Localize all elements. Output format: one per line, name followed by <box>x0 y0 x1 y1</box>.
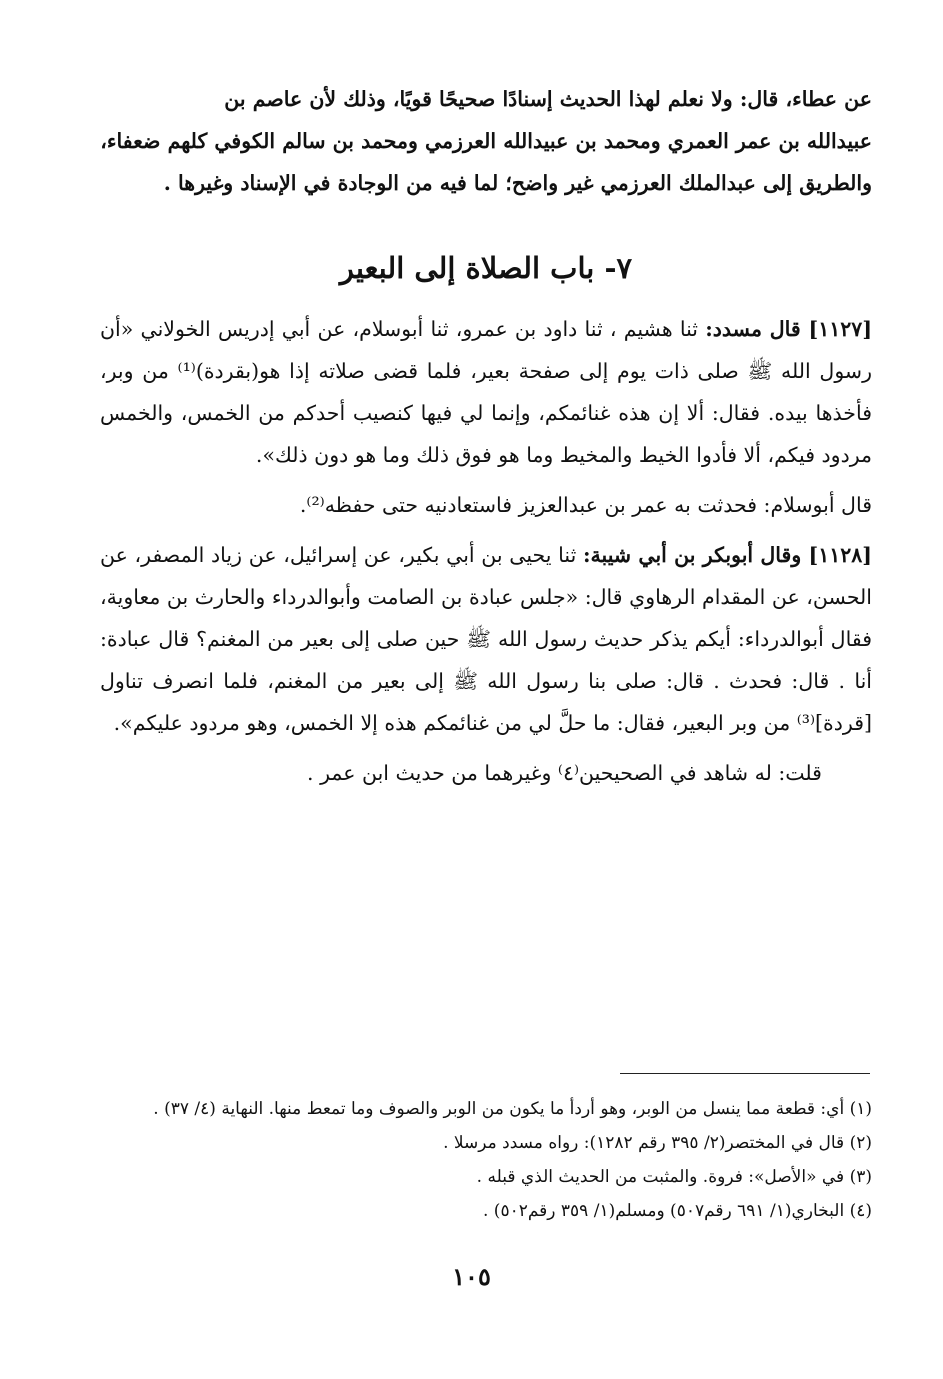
footnote-2: (٢) قال في المختصر(٢/ ٣٩٥ رقم ١٢٨٢): رواه مسدد مرسلا . <box>443 1133 872 1153</box>
page-body <box>100 78 872 794</box>
intro-line-3: والطريق إلى عبدالملك العرزمي غير واضح؛ لما فيه من الوجادة في الإسناد وغيرها . <box>163 171 872 195</box>
chapter-title: ٧- باب الصلاة إلى البعير <box>339 251 633 285</box>
intro-line-2: عبيدالله بن عمر العمري ومحمد بن عبيدالله العرزمي ومحمد بن سالم الكوفي كلهم ضعفاء، <box>100 129 872 153</box>
footnote-1: (١) أي: قطعة مما ينسل من الوبر، وهو أردأ ما يكون من الوبر والصوف وما تمعط منها. النهاية (٤/ ٣٧) . <box>153 1099 872 1119</box>
footnote-4: (٤) البخاري(١/ ٦٩١ رقم٥٠٧) ومسلم(١/ ٣٥٩ رقم٥٠٢) . <box>482 1201 872 1221</box>
footnote-3: (٣) في «الأصل»: فروة. والمثبت من الحديث الذي قبله . <box>476 1167 872 1187</box>
hadith-1127-label: [١١٢٧] قال مسدد: <box>705 317 873 341</box>
hadith-1128-label: [١١٢٨] وقال أبوبكر بن أبي شيبة: <box>582 543 872 567</box>
abusalam-note: قال أبوسلام: فحدثت به عمر بن عبدالعزيز فاستعادنيه حتى حفظه⁽²⁾. <box>299 493 872 517</box>
hadith-1128 <box>100 534 872 744</box>
hadith-1127 <box>100 308 872 476</box>
author-comment: قلت: له شاهد في الصحيحين⁽٤⁾ وغيرهما من حديث ابن عمر . <box>307 761 822 785</box>
footnotes <box>100 1092 872 1228</box>
hadith-1127-text: ثنا هشيم ، ثنا داود بن عمرو، ثنا أبوسلام، عن أبي إدريس الخولاني «أن رسول الله ﷺ صلى ذات يوم إلى صفحة بعير، فلما قضى صلاته إذا هو(بقردة)⁽¹⁾ من وبر، فأخذها بيده. فقال: ألا إن هذه غنائمكم، وإنما لي فيها كنصيب أحدكم من الخمس، والخمس مردود فيكم، ألا فأدوا الخيط والمخيط وما هو فوق ذلك وما هو دون ذلك». <box>100 317 872 467</box>
footnote-divider <box>620 1073 870 1074</box>
page-number: ١٠٥ <box>452 1262 491 1291</box>
hadith-1128-text: ثنا يحيى بن أبي بكير، عن إسرائيل، عن زياد المصفر، عن الحسن، عن المقدام الرهاوي قال: «جلس عبادة بن الصامت وأبوالدرداء والحارث بن معاوية، فقال أبوالدرداء: أيكم يذكر حديث رسول الله ﷺ حين صلى إلى بعير من المغنم؟ قال عبادة: أنا . قال: فحدث . قال: صلى بنا رسول الله ﷺ إلى بعير من المغنم، فلما انصرف تناول [قردة]⁽³⁾ من وبر البعير، فقال: ما حلَّ لي من غنائمكم هذه إلا الخمس، وهو مردود عليكم». <box>100 543 872 735</box>
intro-line-1: عن عطاء، قال: ولا نعلم لهذا الحديث إسنادًا صحيحًا قويًا، وذلك لأن عاصم بن <box>224 87 872 111</box>
